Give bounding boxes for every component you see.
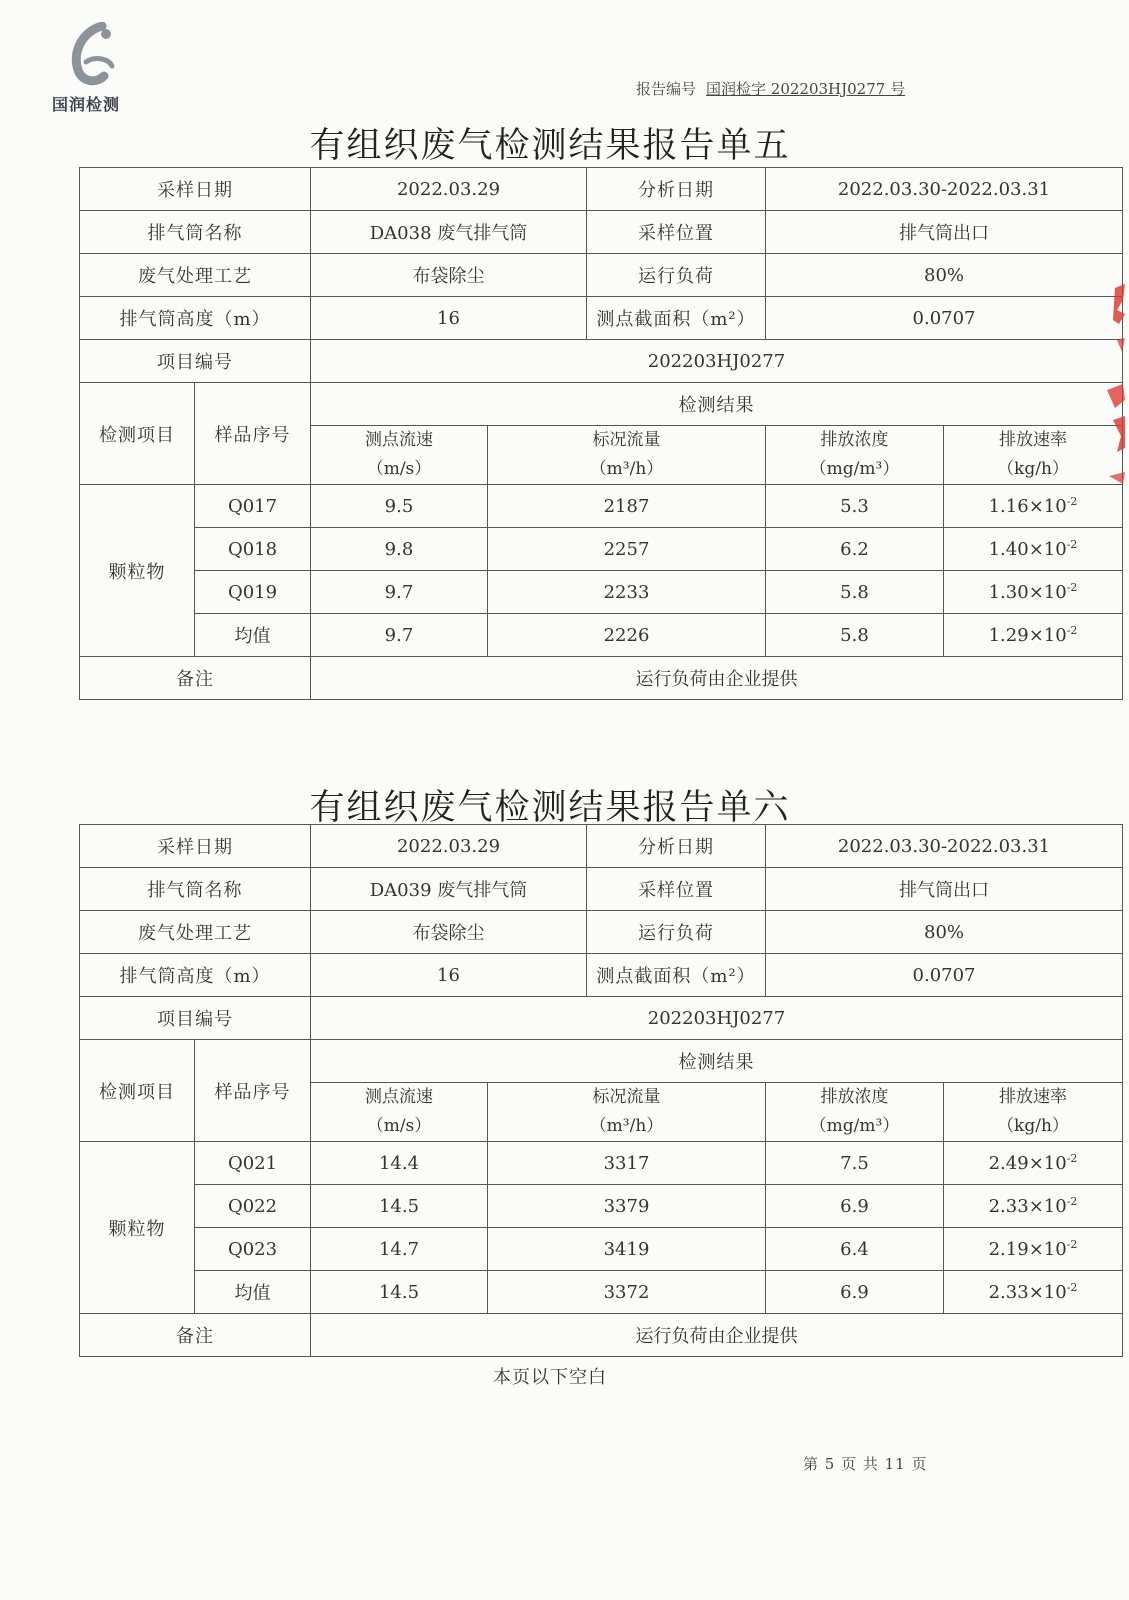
sampling-date-label: 采样日期 [80,825,311,868]
height: 16 [311,954,587,997]
velocity: 9.7 [311,571,488,614]
load-label: 运行负荷 [587,254,766,297]
report-table [79,167,1123,700]
rate-exponent: -2 [1066,1194,1078,1208]
project-no: 202203HJ0277 [311,340,1123,383]
sampling-location-label: 采样位置 [587,868,766,911]
height: 16 [311,297,587,340]
remark: 运行负荷由企业提供 [311,1314,1123,1357]
height-label: 排气筒高度（m） [80,954,311,997]
rate-base: 2.49×10 [988,1152,1067,1174]
area: 0.0707 [766,297,1123,340]
rate-base: 2.33×10 [988,1281,1067,1303]
stack-name: DA038 废气排气筒 [311,211,587,254]
rate-base: 1.29×10 [988,624,1067,646]
velocity: 9.5 [311,485,488,528]
table-row [80,528,1123,571]
rate [944,528,1123,571]
col-flow-header [488,1083,766,1142]
rate [944,1185,1123,1228]
rate [944,1142,1123,1185]
col-velocity-header [311,426,488,485]
table-row [80,571,1123,614]
col-conc-header [766,426,944,485]
rate-base: 2.33×10 [988,1195,1067,1217]
flow: 3372 [488,1271,766,1314]
seal-stamp-edge [1095,280,1129,490]
area-label: 测点截面积（m²） [587,297,766,340]
report-title: 有组织废气检测结果报告单五 [309,126,791,166]
rate [944,1228,1123,1271]
sampling-date: 2022.03.29 [311,168,587,211]
flow: 2257 [488,528,766,571]
table-row [80,1271,1123,1314]
col-velocity-header [311,1083,488,1142]
analysis-date: 2022.03.30-2022.03.31 [766,168,1123,211]
col-conc-unit: （mg/m³） [809,1116,900,1136]
page-number: 第 5 页 共 11 页 [803,1455,928,1473]
sample-no-label: 样品序号 [195,1040,311,1142]
sample-no-label: 样品序号 [195,383,311,485]
sampling-location: 排气筒出口 [766,868,1123,911]
col-rate-header [944,1083,1123,1142]
load: 80% [766,254,1123,297]
rate-exponent: -2 [1066,623,1078,637]
conc: 6.2 [766,528,944,571]
remark-label: 备注 [80,657,311,700]
sampling-date-label: 采样日期 [80,168,311,211]
rate-exponent: -2 [1066,1280,1078,1294]
sample-no: 均值 [195,1271,311,1314]
flow: 3379 [488,1185,766,1228]
stack-name: DA039 废气排气筒 [311,868,587,911]
load: 80% [766,911,1123,954]
col-flow-unit: （m³/h） [589,1116,664,1136]
process-label: 废气处理工艺 [80,911,311,954]
item-name: 颗粒物 [80,485,195,657]
table-row [80,1142,1123,1185]
col-rate-unit: （kg/h） [997,459,1069,479]
sample-no: Q017 [195,485,311,528]
report-number-value: 国润检字 202203HJ0277 号 [706,80,906,98]
col-rate-title: 排放速率 [999,1087,1067,1107]
conc: 5.8 [766,571,944,614]
col-rate-title: 排放速率 [999,430,1067,450]
sampling-location: 排气筒出口 [766,211,1123,254]
process: 布袋除尘 [311,254,587,297]
col-conc-header [766,1083,944,1142]
project-no-label: 项目编号 [80,340,311,383]
col-velocity-title: 测点流速 [365,430,433,450]
col-conc-title: 排放浓度 [820,1087,889,1107]
process-label: 废气处理工艺 [80,254,311,297]
remark-label: 备注 [80,1314,311,1357]
col-flow-title: 标况流量 [592,1087,661,1107]
col-flow-title: 标况流量 [592,430,661,450]
col-velocity-title: 测点流速 [365,1087,433,1107]
rate [944,1271,1123,1314]
remark: 运行负荷由企业提供 [311,657,1123,700]
col-flow-header [488,426,766,485]
rate-exponent: -2 [1066,494,1078,508]
conc: 5.3 [766,485,944,528]
table-row [80,614,1123,657]
item-label: 检测项目 [80,1040,195,1142]
stack-name-label: 排气筒名称 [80,211,311,254]
flow: 2233 [488,571,766,614]
sample-no: Q023 [195,1228,311,1271]
rate-base: 2.19×10 [988,1238,1067,1260]
rate [944,571,1123,614]
area: 0.0707 [766,954,1123,997]
height-label: 排气筒高度（m） [80,297,311,340]
project-no-label: 项目编号 [80,997,311,1040]
col-velocity-unit: （m/s） [366,1116,432,1136]
rate-exponent: -2 [1066,580,1078,594]
table-row [80,485,1123,528]
velocity: 14.5 [311,1271,488,1314]
rate-base: 1.40×10 [988,538,1067,560]
report-number-label: 报告编号 [636,80,697,98]
report-number [636,78,905,99]
conc: 6.4 [766,1228,944,1271]
conc: 6.9 [766,1185,944,1228]
sample-no: Q018 [195,528,311,571]
col-velocity-unit: （m/s） [366,459,432,479]
col-conc-unit: （mg/m³） [809,459,900,479]
sample-no: 均值 [195,614,311,657]
rate-exponent: -2 [1066,537,1078,551]
table-row [80,1228,1123,1271]
rate-exponent: -2 [1066,1237,1078,1251]
col-rate-unit: （kg/h） [997,1116,1069,1136]
table-row [80,1185,1123,1228]
conc: 7.5 [766,1142,944,1185]
process: 布袋除尘 [311,911,587,954]
flow: 2187 [488,485,766,528]
flow: 3317 [488,1142,766,1185]
velocity: 9.8 [311,528,488,571]
velocity: 14.7 [311,1228,488,1271]
rate [944,614,1123,657]
flow: 2226 [488,614,766,657]
col-conc-title: 排放浓度 [820,430,889,450]
item-name: 颗粒物 [80,1142,195,1314]
sampling-location-label: 采样位置 [587,211,766,254]
blank-below-note: 本页以下空白 [493,1367,607,1388]
results-label: 检测结果 [311,383,1123,426]
sample-no: Q019 [195,571,311,614]
conc: 5.8 [766,614,944,657]
project-no: 202203HJ0277 [311,997,1123,1040]
results-label: 检测结果 [311,1040,1123,1083]
load-label: 运行负荷 [587,911,766,954]
seal-fragment-icon [1095,280,1129,490]
analysis-date-label: 分析日期 [587,825,766,868]
logo-mark-icon [64,22,124,90]
conc: 6.9 [766,1271,944,1314]
col-flow-unit: （m³/h） [589,459,664,479]
sample-no: Q022 [195,1185,311,1228]
item-label: 检测项目 [80,383,195,485]
velocity: 9.7 [311,614,488,657]
velocity: 14.4 [311,1142,488,1185]
stack-name-label: 排气筒名称 [80,868,311,911]
analysis-date-label: 分析日期 [587,168,766,211]
sampling-date: 2022.03.29 [311,825,587,868]
sample-no: Q021 [195,1142,311,1185]
analysis-date: 2022.03.30-2022.03.31 [766,825,1123,868]
rate-exponent: -2 [1066,1151,1078,1165]
rate [944,485,1123,528]
report-title: 有组织废气检测结果报告单六 [309,788,791,828]
company-logo [52,22,142,112]
velocity: 14.5 [311,1185,488,1228]
rate-base: 1.16×10 [988,495,1067,517]
area-label: 测点截面积（m²） [587,954,766,997]
rate-base: 1.30×10 [988,581,1067,603]
report-table [79,824,1123,1357]
logo-text: 国润检测 [52,95,121,114]
flow: 3419 [488,1228,766,1271]
